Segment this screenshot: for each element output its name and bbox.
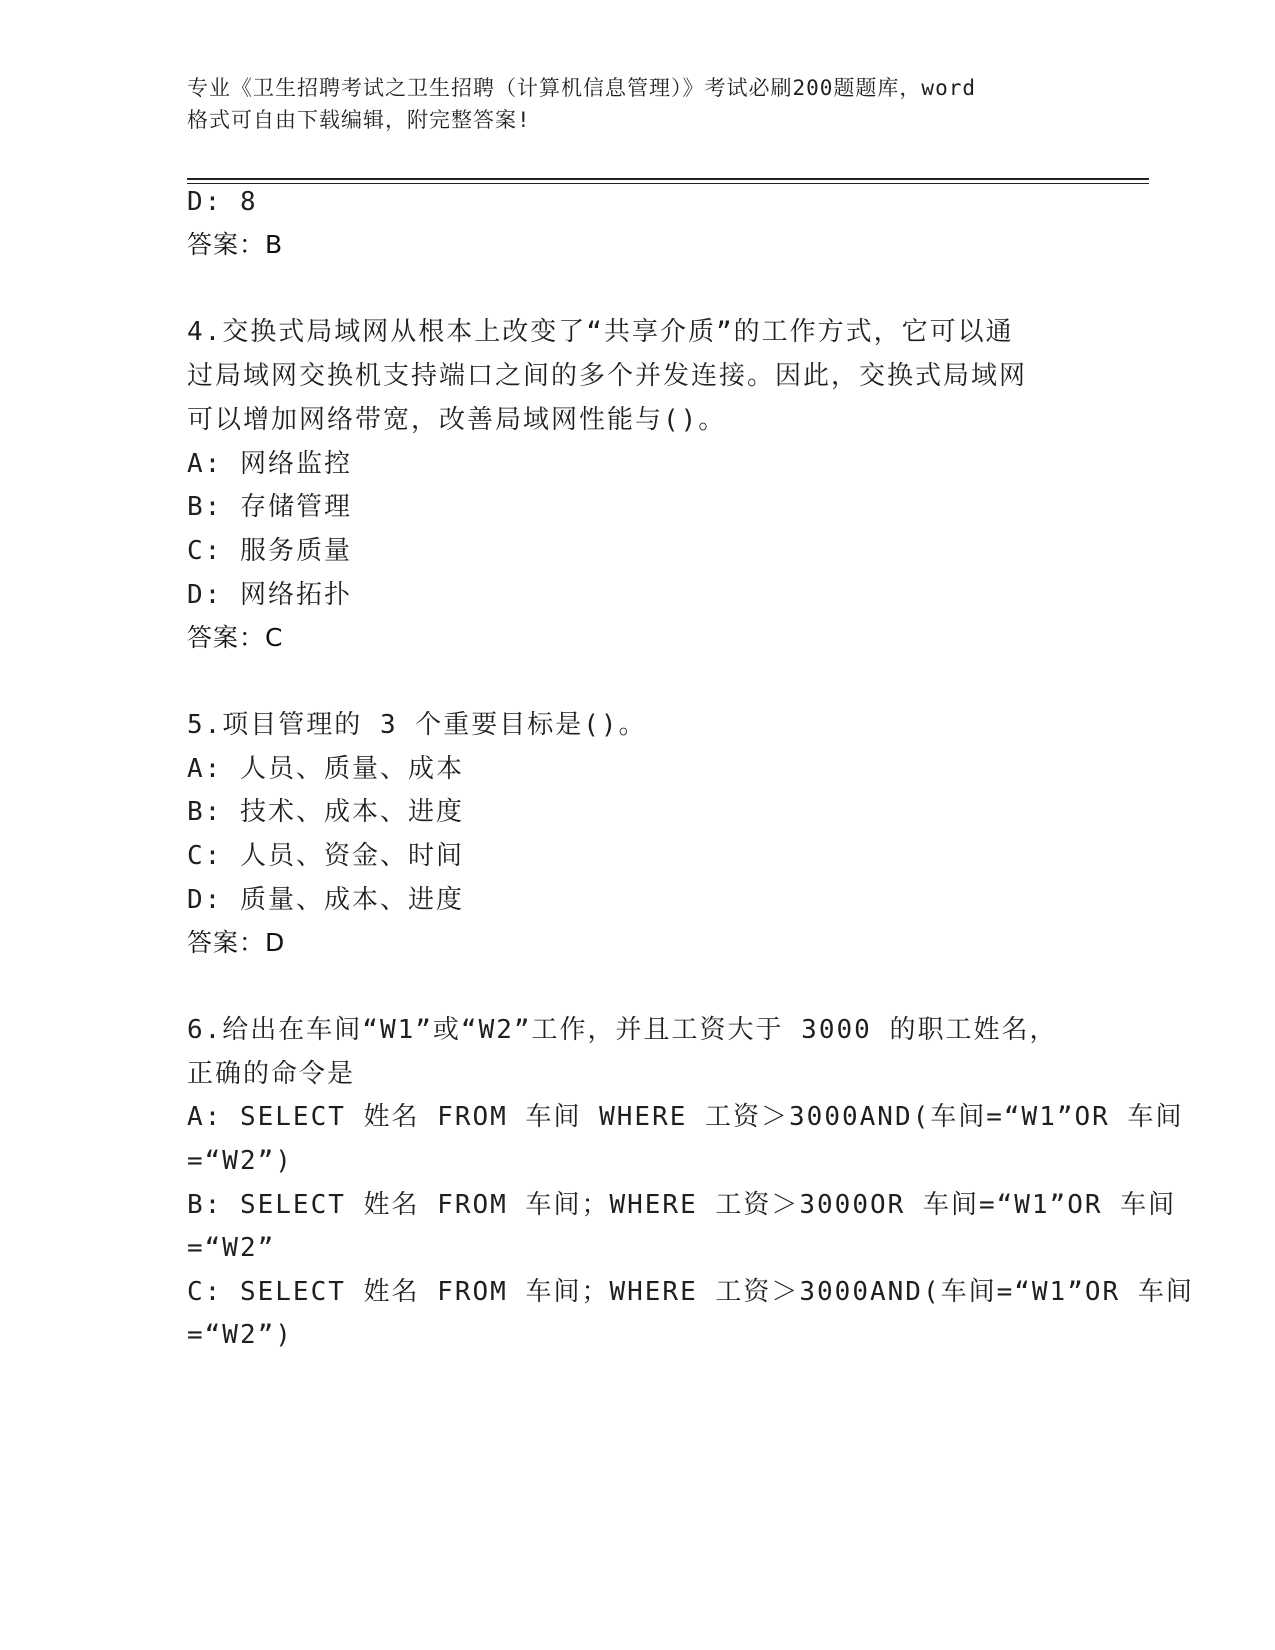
option-line: =“W2” — [187, 1233, 276, 1263]
header-divider-thin — [187, 183, 1149, 184]
option-line: C: 人员、资金、时间 — [187, 841, 464, 871]
option-line: A: 人员、质量、成本 — [187, 754, 464, 784]
question-line: 可以增加网络带宽，改善局域网性能与()。 — [187, 405, 727, 435]
option-line: D: 网络拓扑 — [187, 580, 352, 610]
question-line: 4.交换式局域网从根本上改变了“共享介质”的工作方式，它可以通 — [187, 317, 1014, 347]
option-line: =“W2”) — [187, 1146, 293, 1176]
answer-line: 答案：C — [187, 623, 284, 652]
header-line-1: 专业《卫生招聘考试之卫生招聘（计算机信息管理）》考试必刷200题题库，word — [187, 76, 976, 100]
question-line: 过局域网交换机支持端口之间的多个并发连接。因此，交换式局域网 — [187, 361, 1028, 391]
header-line-2: 格式可自由下载编辑，附完整答案! — [187, 108, 531, 132]
question-line: 5.项目管理的 3 个重要目标是()。 — [187, 710, 647, 740]
question-line: 6.给出在车间“W1”或“W2”工作，并且工资大于 3000 的职工姓名， — [187, 1015, 1058, 1045]
option-line: D: 质量、成本、进度 — [187, 885, 464, 915]
question-line: 正确的命令是 — [187, 1059, 356, 1089]
option-line: B: 存储管理 — [187, 492, 352, 522]
header-divider-thick — [187, 178, 1149, 180]
option-line: C: SELECT 姓名 FROM 车间；WHERE 工资＞3000AND(车间=“W1”OR 车间 — [187, 1277, 1194, 1307]
option-line: =“W2”) — [187, 1320, 293, 1350]
answer-line: 答案：D — [187, 928, 286, 957]
option-line: A: SELECT 姓名 FROM 车间 WHERE 工资＞3000AND(车间=“W1”OR 车间 — [187, 1102, 1184, 1132]
answer-line: 答案：B — [187, 230, 284, 259]
option-line: B: SELECT 姓名 FROM 车间；WHERE 工资＞3000OR 车间=“W1”OR 车间 — [187, 1190, 1177, 1220]
option-line: D: 8 — [187, 187, 258, 217]
option-line: C: 服务质量 — [187, 536, 352, 566]
option-line: B: 技术、成本、进度 — [187, 797, 464, 827]
option-line: A: 网络监控 — [187, 449, 352, 479]
document-header — [187, 72, 1107, 136]
